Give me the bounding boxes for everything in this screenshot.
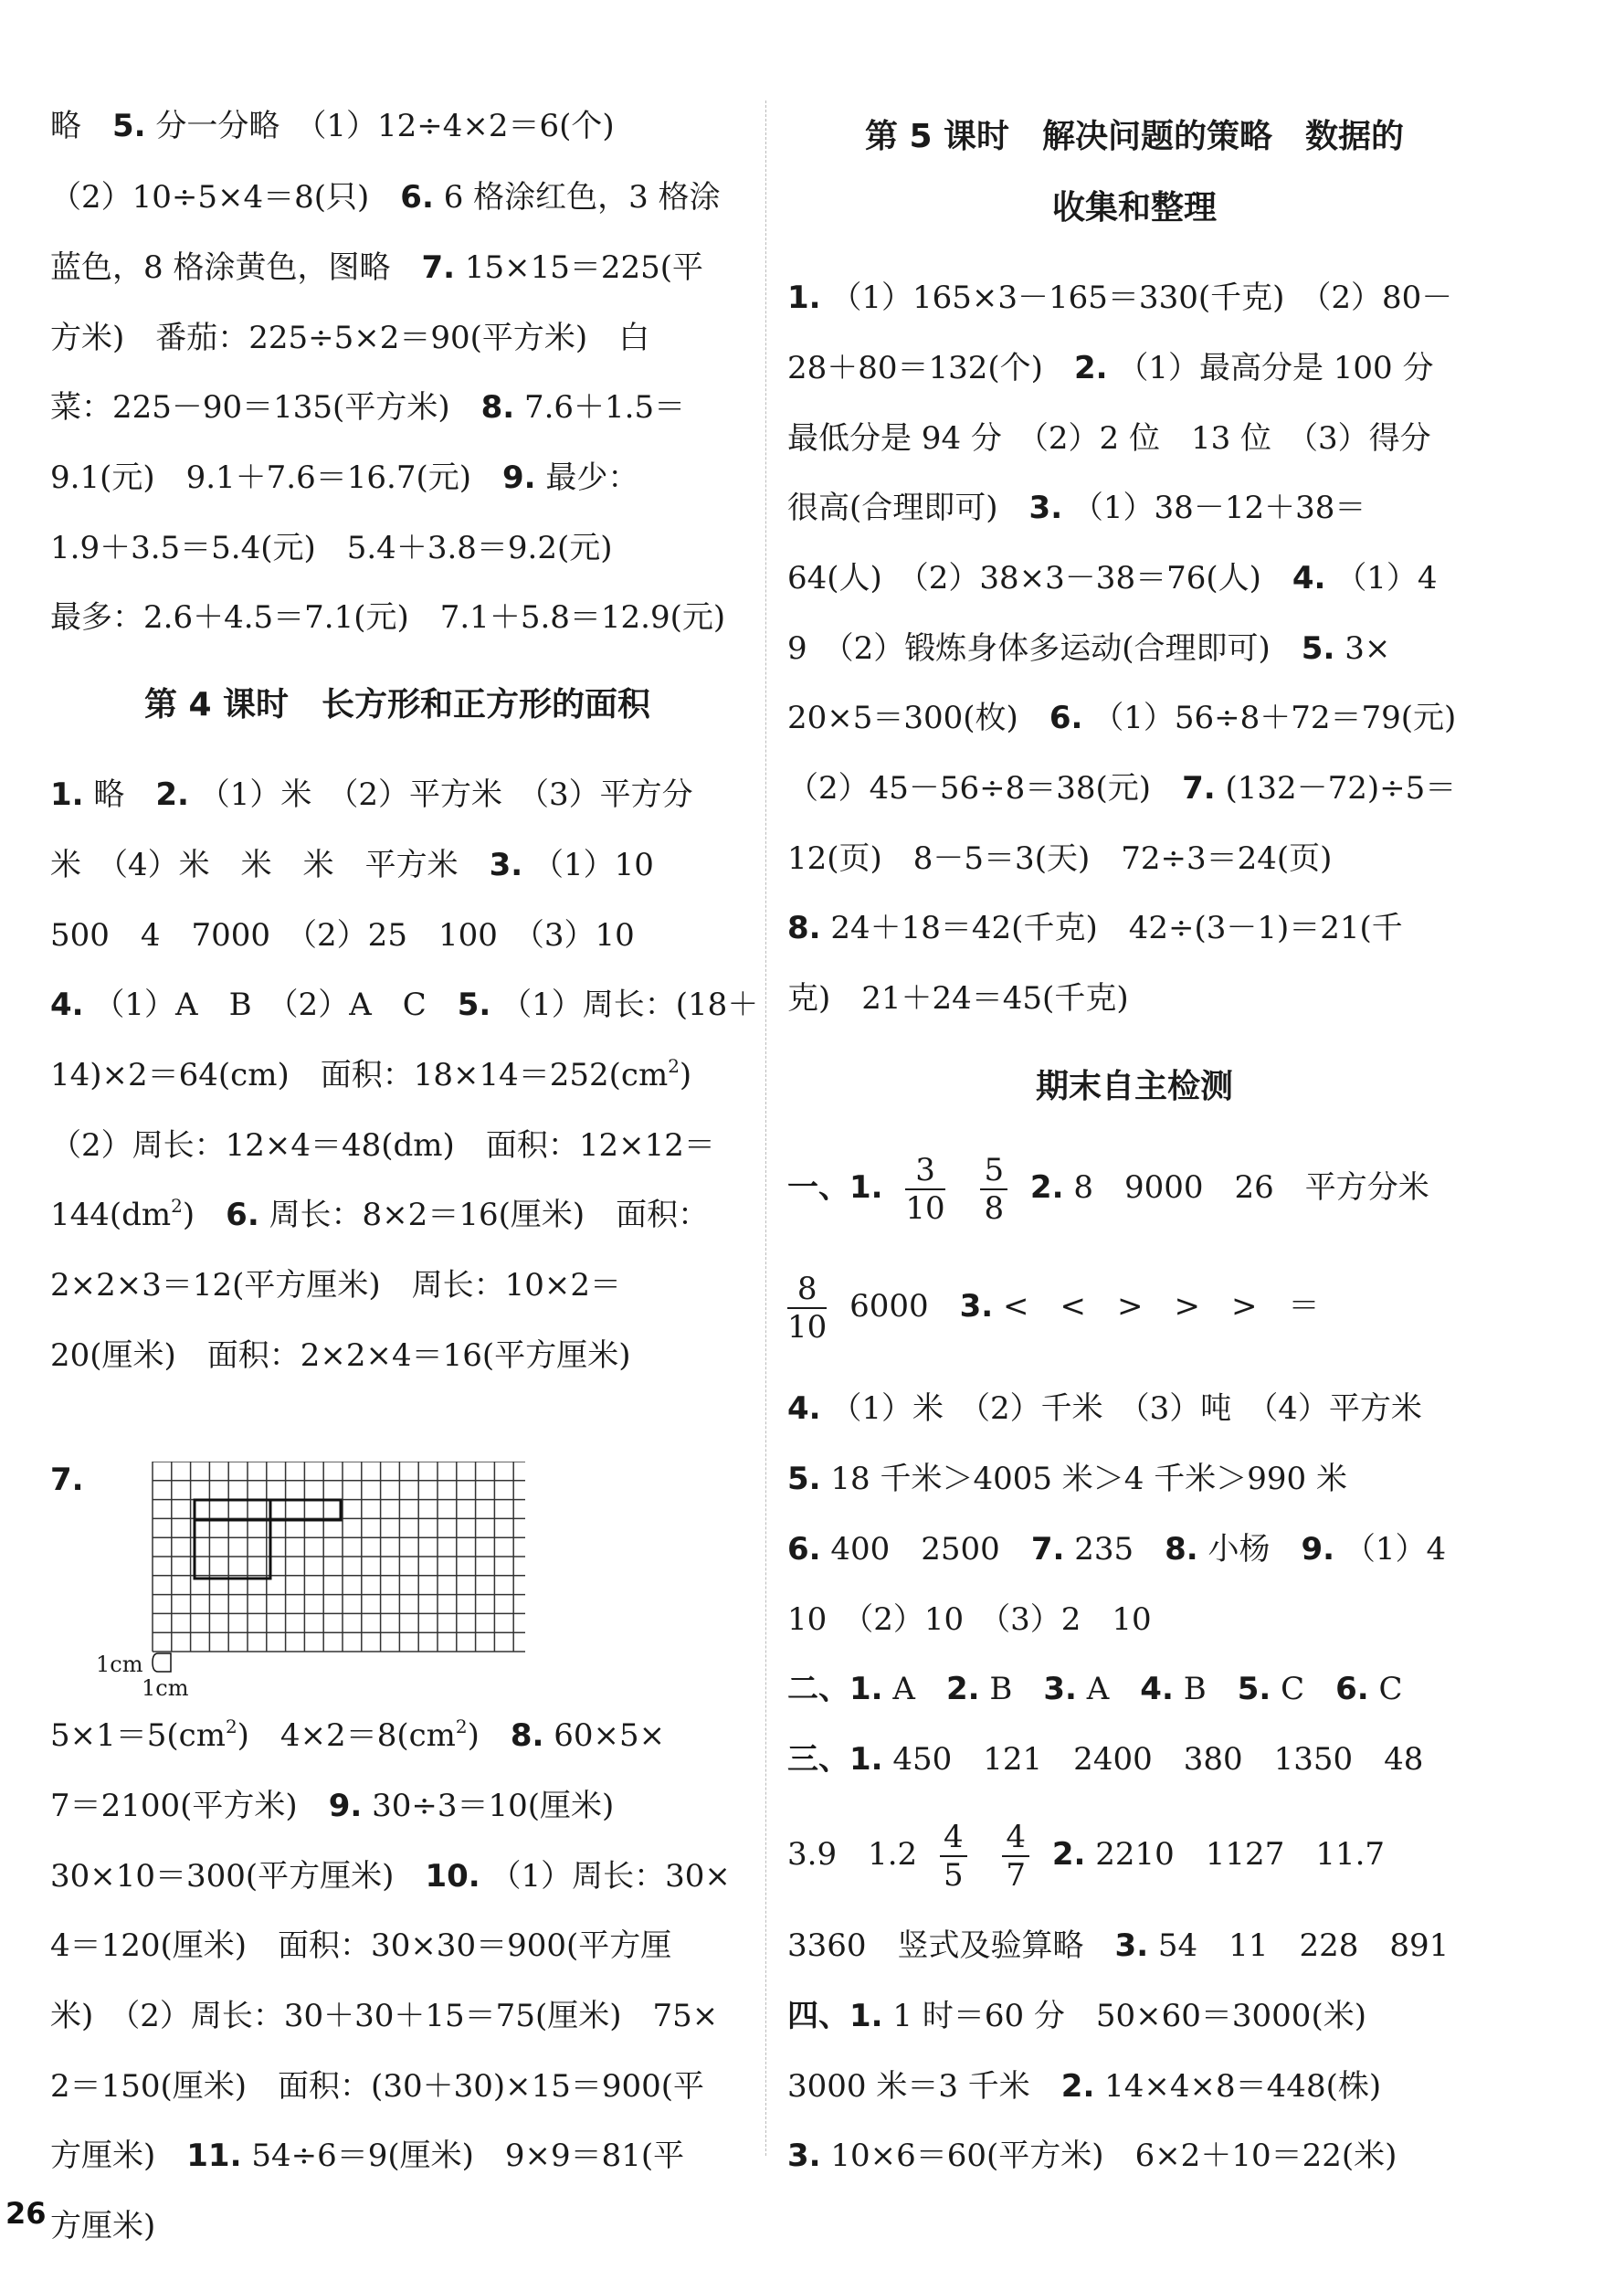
text-line: $5\times 1=5(cm^2)$ $4\times 2=8(cm^2)$ 8. 60×5×	[50, 1716, 666, 1754]
text-line: 三、1. 450 121 2400 380 1350 48	[787, 1741, 1424, 1778]
text-line: 5. 18 千米＞4005 米＞4 千米＞990 米	[787, 1461, 1347, 1497]
text-line: 4＝120(厘米) 面积：30×30＝900(平方厘	[50, 1927, 672, 1964]
text-line: 28＋80＝132(个) 2. （1）最高分是 100 分	[787, 350, 1434, 386]
page-number-tab	[0, 2185, 46, 2240]
text-line: $\frac{8}{10}$ 6000 3. < < > > > ＝	[787, 1271, 1320, 1346]
text-line: 四、1. 1 时＝60 分 50×60＝3000(米)	[787, 1998, 1366, 2034]
text-line: 6. 400 2500 7. 235 8. 小杨 9. （1）4	[787, 1531, 1447, 1568]
section-heading-lesson4: 第 4 课时 长方形和正方形的面积	[143, 686, 651, 723]
text-line: 3360 竖式及验算略 3. 54 11 228 891	[787, 1927, 1450, 1964]
section-heading-lesson5-cont: 收集和整理	[1051, 189, 1217, 227]
text-line: 二、1. A 2. B 3. A 4. B 5. C 6. C	[787, 1671, 1403, 1707]
text-line: 20×5＝300(枚) 6. （1）56÷8＋72＝79(元)	[787, 700, 1457, 736]
text-line: （2）45－56÷8＝38(元) 7. (132－72)÷5＝	[787, 770, 1457, 807]
text-line: 方厘米) 11. 54÷6＝9(厘米) 9×9＝81(平	[50, 2138, 685, 2174]
text-line: 一、1. $\frac{3}{10}$ $\frac{5}{8}$ 2. 8 9000 26 平方分米	[787, 1152, 1429, 1227]
fraction: $\frac{4}{7}$	[1002, 1819, 1029, 1894]
column-divider	[765, 100, 766, 2156]
text-line: 方厘米)	[50, 2208, 156, 2244]
fraction: $\frac{3}{10}$	[905, 1152, 945, 1227]
text-line: 米 （4）米 米 米 平方米 3. （1）10	[50, 847, 654, 883]
grid-figure	[50, 1462, 525, 1708]
text-line: $144(dm^2)$ 6. 周长：8×2＝16(厘米) 面积：	[50, 1195, 710, 1233]
unit-label-vertical: 1cm	[96, 1652, 143, 1677]
text-line: 略 5. 分一分略 （1）12÷4×2＝6(个)	[50, 108, 615, 144]
text-line: 500 4 7000 （2）25 100 （3）10	[50, 917, 635, 954]
unit-square-marker	[153, 1653, 171, 1672]
page-number: 26	[5, 2196, 47, 2231]
section-heading-lesson5: 第 5 课时 解决问题的策略 数据的	[864, 118, 1405, 155]
text-line: 1.9＋3.5＝5.4(元) 5.4＋3.8＝9.2(元)	[50, 530, 613, 566]
text-line: 9 （2）锻炼身体多运动(合理即可) 5. 3×	[787, 630, 1391, 667]
text-line: 4. （1）米 （2）千米 （3）吨 （4）平方米	[787, 1390, 1422, 1427]
text-line: 1. （1）165×3－165＝330(千克) （2）80－	[787, 280, 1453, 316]
rectangle-b	[195, 1500, 270, 1578]
text-line: 7＝2100(平方米) 9. 30÷3＝10(厘米)	[50, 1788, 615, 1824]
fraction: $\frac{4}{5}$	[940, 1819, 967, 1894]
text-line: 米) （2）周长：30＋30＋15＝75(厘米) 75×	[50, 1998, 719, 2034]
text-line: 1. 略 2. （1）米 （2）平方米 （3）平方分	[50, 776, 693, 813]
text-line: 克) 21＋24＝45(千克)	[787, 980, 1129, 1017]
text-line: 14)×2＝64(cm) 面积：$18\times 14=252(cm^2)$	[50, 1055, 692, 1093]
text-line: 30×10＝300(平方厘米) 10. （1）周长：30×	[50, 1858, 731, 1895]
text-line: 64(人) （2）38×3－38＝76(人) 4. （1）4	[787, 560, 1438, 597]
text-line: 2×2×3＝12(平方厘米) 周长：10×2＝	[50, 1267, 622, 1304]
text-line: 3. 10×6＝60(平方米) 6×2＋10＝22(米)	[787, 2138, 1397, 2174]
text-line: 4. （1）A B （2）A C 5. （1）周长：(18＋	[50, 987, 759, 1023]
fraction: $\frac{8}{10}$	[787, 1271, 828, 1346]
unit-label-horizontal: 1cm	[142, 1675, 189, 1701]
text-line: 12(页) 8－5＝3(天) 72÷3＝24(页)	[787, 840, 1333, 877]
text-line: 3000 米＝3 千米 2. 14×4×8＝448(株)	[787, 2068, 1382, 2105]
text-line: 20(厘米) 面积：2×2×4＝16(平方厘米)	[50, 1337, 631, 1374]
section-heading-final-test: 期末自主检测	[1035, 1068, 1233, 1105]
question-number: 7.	[50, 1462, 84, 1498]
text-line: 蓝色，8 格涂黄色，图略 7. 15×15＝225(平	[50, 249, 704, 286]
fraction: $\frac{5}{8}$	[980, 1152, 1007, 1227]
text-line: 10 （2）10 （3）2 10	[787, 1601, 1152, 1638]
text-line: 菜：225－90＝135(平方米) 8. 7.6＋1.5＝	[50, 389, 686, 426]
text-line: （2）周长：12×4＝48(dm) 面积：12×12＝	[50, 1127, 715, 1164]
text-line: 很高(合理即可) 3. （1）38－12＋38＝	[787, 490, 1366, 526]
text-line: 3.9 1.2 $\frac{4}{5}$ $\frac{4}{7}$ 2. 2210 1127 11.7	[787, 1819, 1386, 1894]
rectangle-a	[195, 1500, 341, 1520]
text-line: （2）10÷5×4＝8(只) 6. 6 格涂红色，3 格涂	[50, 179, 721, 216]
text-line: 9.1(元) 9.1＋7.6＝16.7(元) 9. 最少：	[50, 459, 639, 496]
text-line: 最多：2.6＋4.5＝7.1(元) 7.1＋5.8＝12.9(元)	[50, 599, 726, 636]
text-line: 2＝150(厘米) 面积：(30＋30)×15＝900(平	[50, 2068, 705, 2105]
text-line: 方米) 番茄：225÷5×2＝90(平方米) 白	[50, 320, 650, 356]
text-line: 8. 24＋18＝42(千克) 42÷(3－1)＝21(千	[787, 910, 1403, 946]
text-line: 最低分是 94 分 （2）2 位 13 位 （3）得分	[787, 420, 1431, 457]
